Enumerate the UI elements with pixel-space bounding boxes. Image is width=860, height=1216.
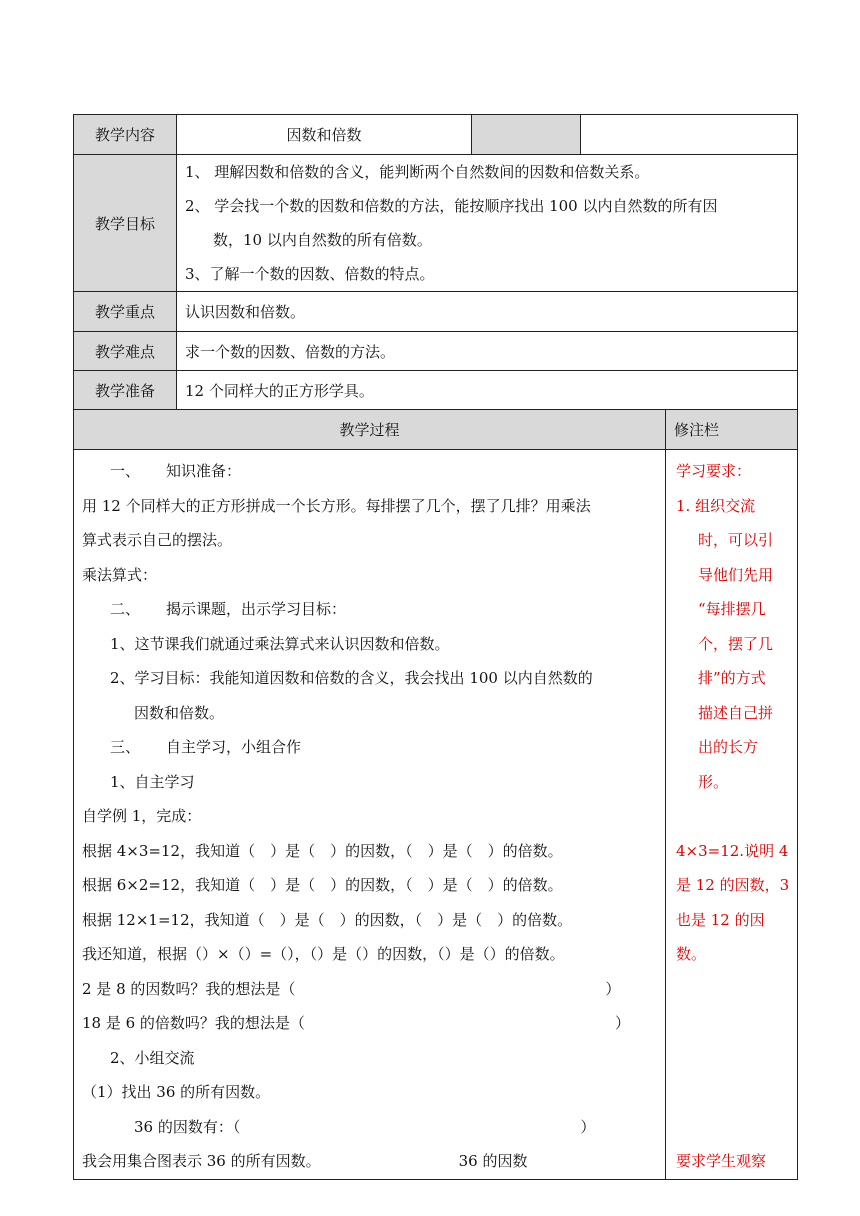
question-line xyxy=(82,972,659,1007)
row-process-header xyxy=(74,410,798,450)
note-blank xyxy=(676,1110,793,1145)
row-process-body xyxy=(74,450,798,1180)
row-goals xyxy=(74,155,798,292)
note-line: 是 12 的因数，3 xyxy=(676,876,790,894)
question-text: 2 是 8 的因数吗？我的想法是（ xyxy=(82,979,296,998)
process-content xyxy=(74,450,666,1180)
exercise-line: 根据 4×3=12，我知道（ ）是（ ）的因数，（ ）是（ ）的倍数。 xyxy=(82,841,563,860)
note-blank xyxy=(676,1006,793,1041)
factors-close: ） xyxy=(580,1117,596,1136)
text-line: 乘法算式： xyxy=(82,565,158,584)
note-line: 排”的方式 xyxy=(698,669,766,687)
note-line: 也是 12 的因 xyxy=(676,910,765,929)
note-line: 形。 xyxy=(698,772,729,791)
note-line: “每排摆几 xyxy=(698,600,766,618)
section-3-number: 三、 xyxy=(110,738,141,756)
section-1-number: 一、 xyxy=(110,462,141,480)
set-diagram-text: 我会用集合图表示 36 的所有因数。 xyxy=(82,1152,321,1170)
note-blank xyxy=(676,799,793,834)
exercise-line: 我还知道，根据（）×（）=（），（）是（）的因数，（）是（）的倍数。 xyxy=(82,945,565,963)
preparation-label: 教学准备 xyxy=(74,371,177,410)
row-difficulty xyxy=(74,332,798,371)
note-line: 数。 xyxy=(676,945,707,963)
content-value: 因数和倍数 xyxy=(177,115,472,155)
section-1-heading xyxy=(82,454,659,489)
text-line: 2、小组交流 xyxy=(110,1048,195,1067)
key-point-label: 教学重点 xyxy=(74,292,177,332)
notes-label: 修注栏 xyxy=(666,410,798,450)
note-line: 要求学生观察 xyxy=(676,1152,767,1170)
goal-item-3: 3、了解一个数的因数、倍数的特点。 xyxy=(185,265,435,283)
goal-item-2-cont: 数，10 以内自然数的所有倍数。 xyxy=(213,231,432,249)
note-line: 个，摆了几 xyxy=(698,634,774,653)
row-content xyxy=(74,115,798,155)
text-line: 1、自主学习 xyxy=(110,772,195,791)
text-line: 算式表示自己的摆法。 xyxy=(82,531,233,549)
notes-content xyxy=(666,450,798,1180)
section-1-title: 知识准备： xyxy=(166,462,242,480)
goal-item-1: 1、 理解因数和倍数的含义，能判断两个自然数间的因数和倍数关系。 xyxy=(185,163,650,181)
content-label: 教学内容 xyxy=(74,115,177,155)
text-line: 用 12 个同样大的正方形拼成一个长方形。每排摆了几个，摆了几排？用乘法 xyxy=(82,496,591,515)
note-line: 导他们先用 xyxy=(698,565,774,584)
question-close: ） xyxy=(614,1014,630,1032)
note-blank xyxy=(676,972,793,1007)
section-2-number: 二、 xyxy=(110,600,141,618)
row-key-point xyxy=(74,292,798,332)
question-text: 18 是 6 的倍数吗？我的想法是（ xyxy=(82,1014,305,1032)
blank-cell xyxy=(581,115,798,155)
key-point-value: 认识因数和倍数。 xyxy=(177,292,798,332)
factors-line xyxy=(82,1110,659,1145)
goal-item-2: 2、 学会找一个数的因数和倍数的方法，能按顺序找出 100 以内自然数的所有因 xyxy=(185,197,718,215)
goals-content xyxy=(177,155,798,292)
section-2-heading xyxy=(82,592,659,627)
note-line: 出的长方 xyxy=(698,738,759,756)
text-line: 2、学习目标：我能知道因数和倍数的含义，我会找出 100 以内自然数的 xyxy=(110,669,593,687)
note-line: 描述自己拼 xyxy=(698,703,774,722)
text-line: 因数和倍数。 xyxy=(134,703,225,722)
section-2-title: 揭示课题，出示学习目标： xyxy=(166,600,347,618)
difficulty-value: 求一个数的因数、倍数的方法。 xyxy=(177,332,798,371)
text-line: 自学例 1，完成： xyxy=(82,807,202,825)
note-line: 学习要求： xyxy=(676,462,752,480)
note-line: 1. 组织交流 xyxy=(676,496,756,515)
blank-shaded-cell xyxy=(472,115,581,155)
text-line: （1）找出 36 的所有因数。 xyxy=(82,1083,271,1101)
goals-label: 教学目标 xyxy=(74,155,177,292)
note-line: 时，可以引 xyxy=(698,531,774,549)
question-close: ） xyxy=(605,979,621,998)
section-3-title: 自主学习，小组合作 xyxy=(166,738,302,756)
note-blank xyxy=(676,1075,793,1110)
section-3-heading xyxy=(82,730,659,765)
set-diagram-line xyxy=(82,1144,659,1179)
process-label: 教学过程 xyxy=(74,410,666,450)
preparation-value: 12 个同样大的正方形学具。 xyxy=(177,371,798,410)
question-line xyxy=(82,1006,659,1041)
row-preparation xyxy=(74,371,798,410)
lesson-plan-table xyxy=(73,114,797,1180)
note-line: 4×3=12.说明 4 xyxy=(676,841,789,860)
note-blank xyxy=(676,1041,793,1076)
exercise-line: 根据 12×1=12，我知道（ ）是（ ）的因数，（ ）是（ ）的倍数。 xyxy=(82,910,573,929)
difficulty-label: 教学难点 xyxy=(74,332,177,371)
factors-text: 36 的因数有：（ xyxy=(134,1117,241,1136)
set-diagram-label: 36 的因数 xyxy=(458,1152,528,1170)
text-line: 1、这节课我们就通过乘法算式来认识因数和倍数。 xyxy=(110,634,450,653)
exercise-line: 根据 6×2=12，我知道（ ）是（ ）的因数，（ ）是（ ）的倍数。 xyxy=(82,876,563,894)
